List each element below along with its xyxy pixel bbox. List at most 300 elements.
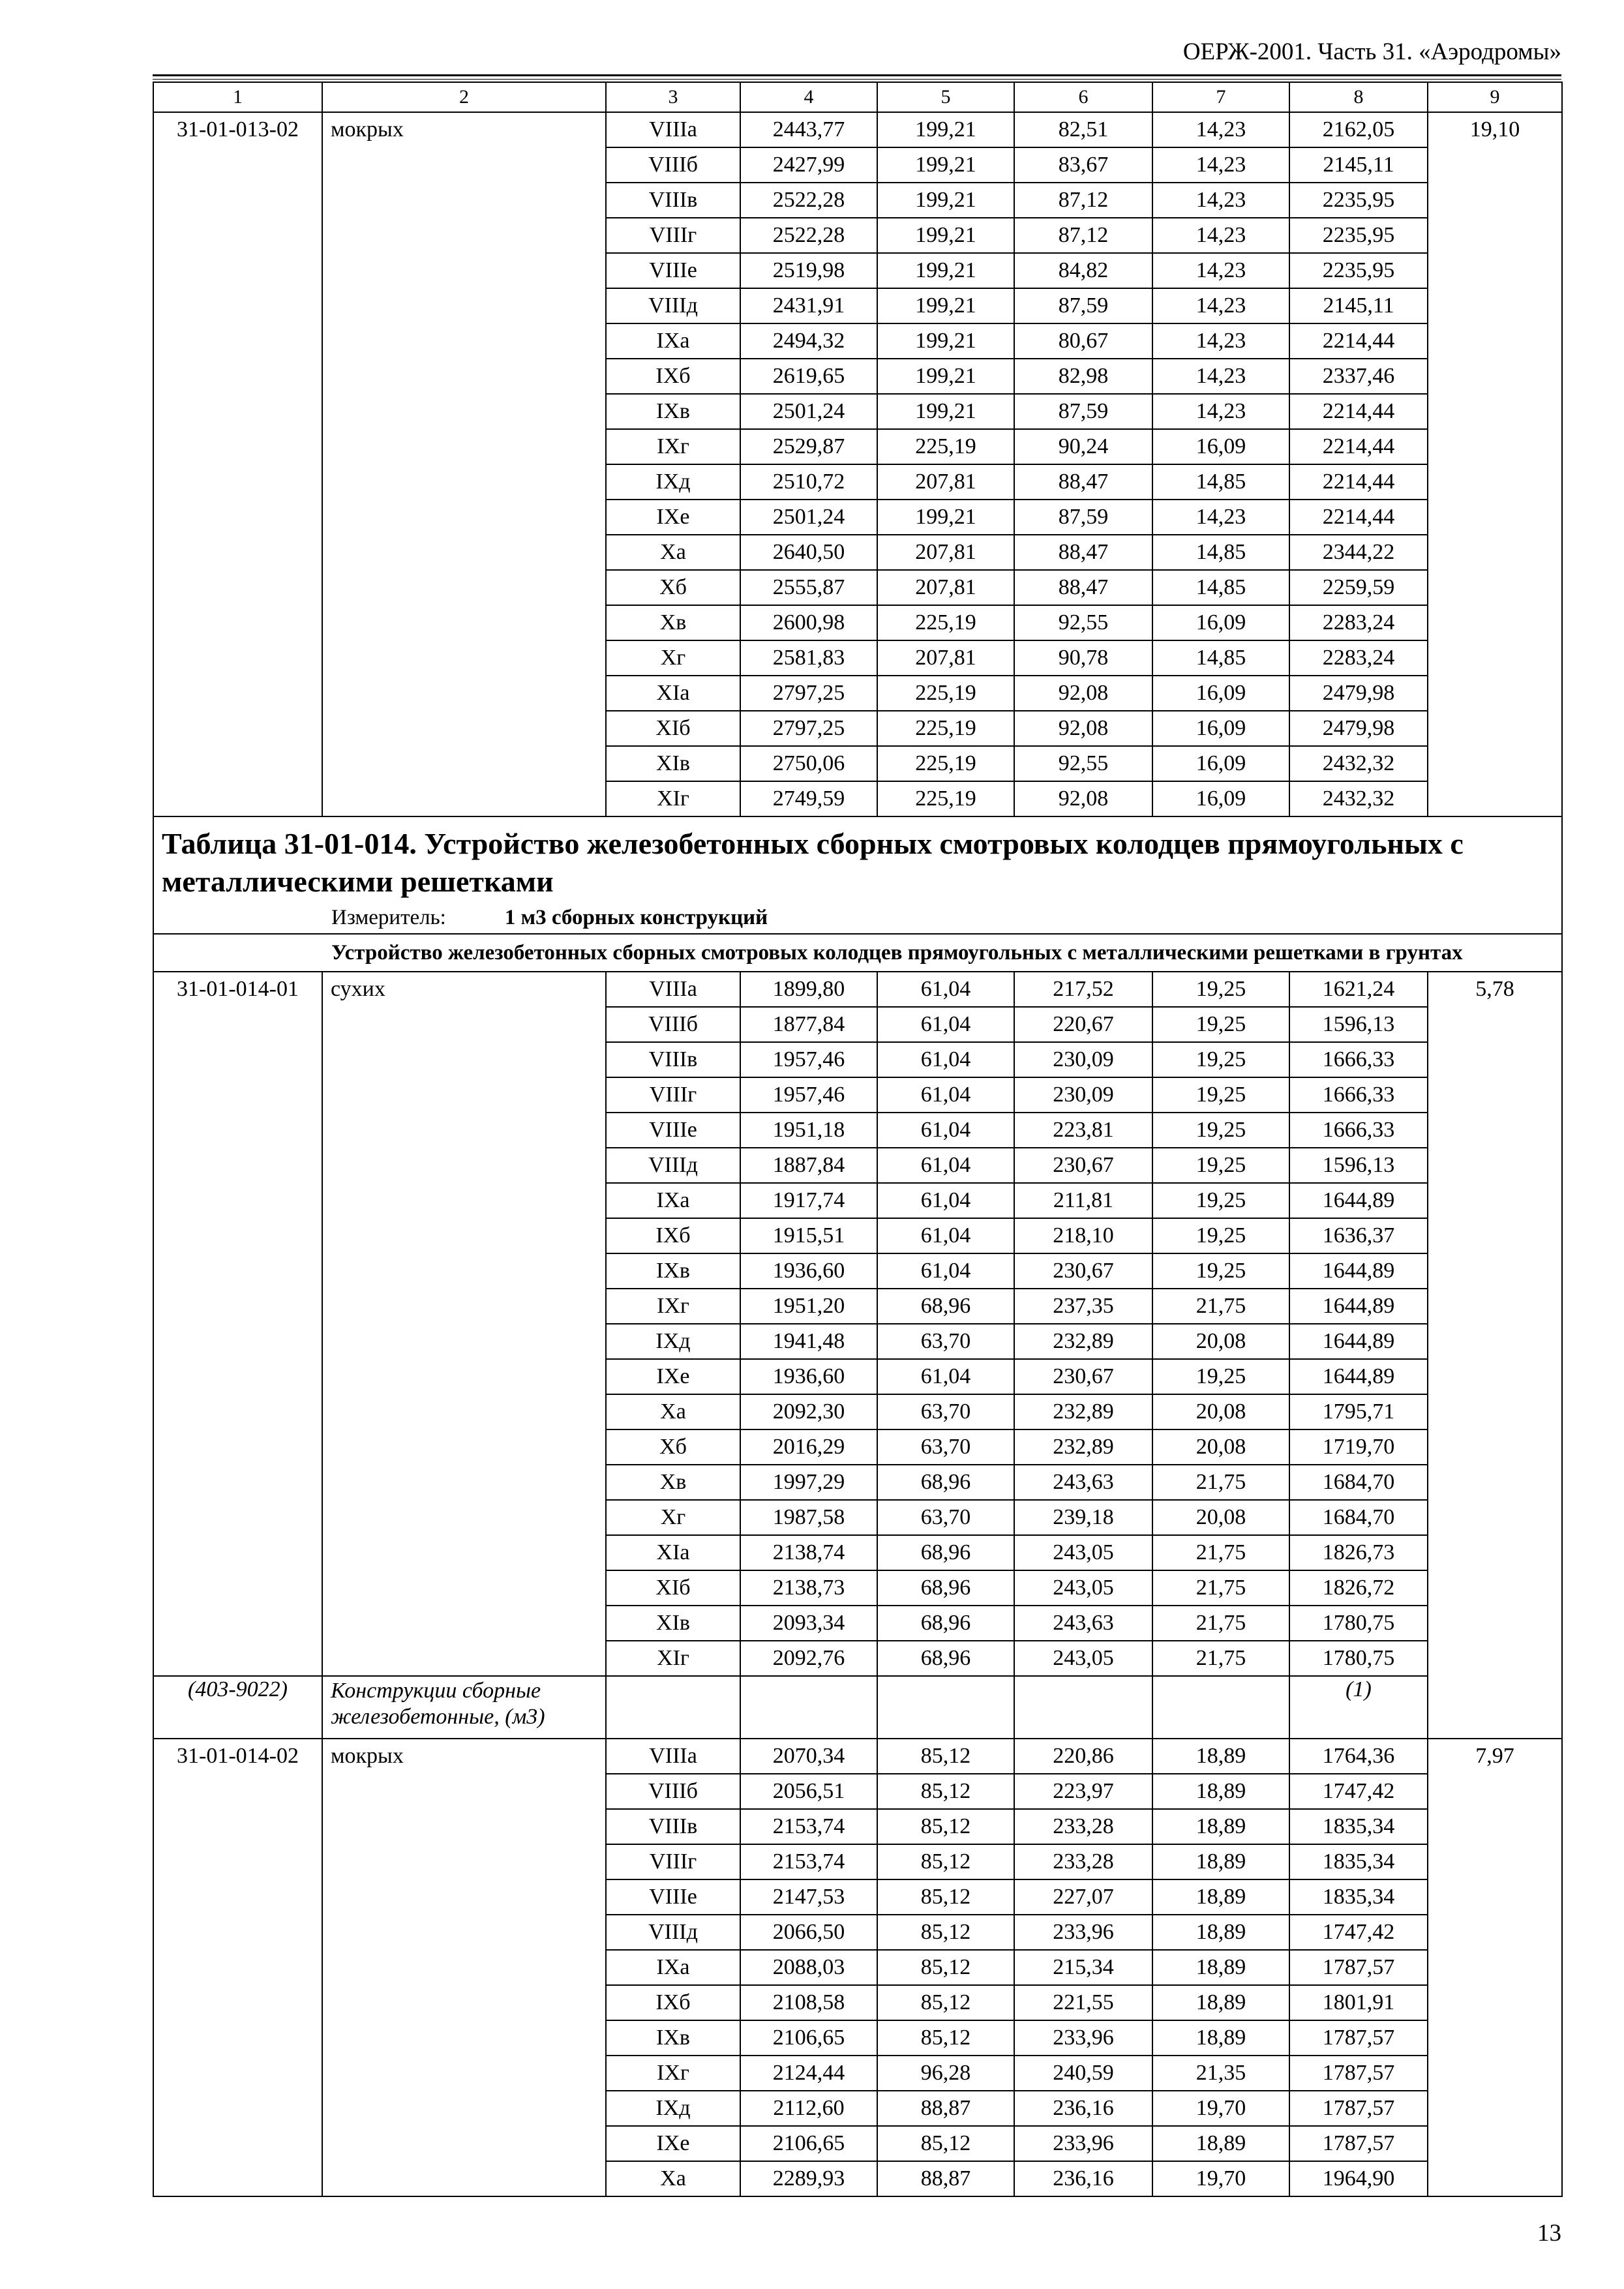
- value-cell: 240,59: [1014, 2056, 1152, 2091]
- value-cell: 14,23: [1152, 500, 1289, 535]
- table-row: [153, 972, 1562, 1007]
- zone-cell: IXб: [606, 1218, 740, 1253]
- value-cell: 63,70: [877, 1394, 1014, 1429]
- value-cell: 14,23: [1152, 323, 1289, 359]
- value-cell: 233,96: [1014, 1915, 1152, 1950]
- value-cell: 207,81: [877, 535, 1014, 570]
- zone-cell: IXа: [606, 1950, 740, 1985]
- value-cell: 2283,24: [1289, 605, 1428, 640]
- value-cell: 87,59: [1014, 394, 1152, 429]
- value-cell: 87,12: [1014, 183, 1152, 218]
- value-cell: 1795,71: [1289, 1394, 1428, 1429]
- value-cell: 1666,33: [1289, 1077, 1428, 1113]
- value-cell: 207,81: [877, 570, 1014, 605]
- value-cell: 85,12: [877, 2020, 1014, 2056]
- value-cell: 2235,95: [1289, 218, 1428, 253]
- value-cell: 14,85: [1152, 570, 1289, 605]
- value-cell: 92,55: [1014, 746, 1152, 781]
- value-cell: 1835,34: [1289, 1809, 1428, 1844]
- value-cell: 88,47: [1014, 570, 1152, 605]
- footnote-code: (403-9022): [153, 1676, 322, 1739]
- value-cell: 18,89: [1152, 1879, 1289, 1915]
- value-cell: 2479,98: [1289, 676, 1428, 711]
- value-cell: 1719,70: [1289, 1429, 1428, 1465]
- value-cell: 68,96: [877, 1289, 1014, 1324]
- value-cell: 2581,83: [740, 640, 877, 676]
- value-cell: 1644,89: [1289, 1324, 1428, 1359]
- value-cell: 82,98: [1014, 359, 1152, 394]
- value-cell: 2555,87: [740, 570, 877, 605]
- value-cell: 1596,13: [1289, 1007, 1428, 1042]
- position-name: мокрых: [322, 1739, 606, 2196]
- value-cell: 220,86: [1014, 1739, 1152, 1774]
- value-cell: 19,70: [1152, 2161, 1289, 2196]
- zone-cell: VIIIб: [606, 1007, 740, 1042]
- value-cell: 61,04: [877, 1148, 1014, 1183]
- subtitle: Устройство железобетонных сборных смотровых колодцев прямоугольных с металлическими решетками в грунтах: [153, 934, 1562, 972]
- value-cell: 16,09: [1152, 676, 1289, 711]
- value-cell: 225,19: [877, 676, 1014, 711]
- value-cell: 85,12: [877, 1844, 1014, 1879]
- value-cell: 68,96: [877, 1606, 1014, 1641]
- zone-cell: Xг: [606, 1500, 740, 1535]
- value-cell: 19,25: [1152, 1113, 1289, 1148]
- value-cell: 1621,24: [1289, 972, 1428, 1007]
- measure-label: Измеритель:: [331, 906, 446, 929]
- value-cell: 2092,76: [740, 1641, 877, 1676]
- header-rule-thin: [153, 79, 1561, 80]
- value-cell: 2510,72: [740, 464, 877, 500]
- value-cell: 199,21: [877, 323, 1014, 359]
- value-cell: 2138,73: [740, 1570, 877, 1606]
- value-cell: 2432,32: [1289, 781, 1428, 816]
- value-cell: 2519,98: [740, 253, 877, 288]
- zone-cell: IXе: [606, 2126, 740, 2161]
- value-cell: 1787,57: [1289, 2091, 1428, 2126]
- value-cell: 63,70: [877, 1500, 1014, 1535]
- zone-cell: IXв: [606, 1253, 740, 1289]
- value-cell: 230,09: [1014, 1077, 1152, 1113]
- value-cell: 1684,70: [1289, 1465, 1428, 1500]
- value-cell: 223,97: [1014, 1774, 1152, 1809]
- value-cell: 211,81: [1014, 1183, 1152, 1218]
- value-cell: 2494,32: [740, 323, 877, 359]
- column-number: 4: [740, 82, 877, 112]
- zone-cell: VIIIе: [606, 253, 740, 288]
- value-cell: 2501,24: [740, 394, 877, 429]
- value-cell: 1987,58: [740, 1500, 877, 1535]
- value-cell: 18,89: [1152, 1985, 1289, 2020]
- value-cell: 19,25: [1152, 1183, 1289, 1218]
- value-cell: 14,23: [1152, 288, 1289, 323]
- value-cell: 21,75: [1152, 1570, 1289, 1606]
- value-cell: 207,81: [877, 464, 1014, 500]
- zone-cell: VIIIг: [606, 218, 740, 253]
- zone-cell: VIIIб: [606, 1774, 740, 1809]
- value-cell: 1915,51: [740, 1218, 877, 1253]
- value-cell: 199,21: [877, 112, 1014, 147]
- zone-cell: Xа: [606, 1394, 740, 1429]
- value-cell: 85,12: [877, 2126, 1014, 2161]
- value-cell: 63,70: [877, 1324, 1014, 1359]
- value-cell: 20,08: [1152, 1500, 1289, 1535]
- value-cell: 2427,99: [740, 147, 877, 183]
- value-cell: 1997,29: [740, 1465, 877, 1500]
- value-cell: 1936,60: [740, 1253, 877, 1289]
- value-cell: 20,08: [1152, 1429, 1289, 1465]
- position-code: 31-01-013-02: [153, 112, 322, 816]
- measure-value: 1 м3 сборных конструкций: [504, 906, 768, 929]
- value-cell: 18,89: [1152, 2020, 1289, 2056]
- value-cell: 239,18: [1014, 1500, 1152, 1535]
- value-cell: 225,19: [877, 711, 1014, 746]
- zone-cell: XIа: [606, 676, 740, 711]
- position-name: сухих: [322, 972, 606, 1676]
- value-cell: 96,28: [877, 2056, 1014, 2091]
- value-cell: 230,67: [1014, 1253, 1152, 1289]
- value-cell: 1835,34: [1289, 1879, 1428, 1915]
- table-title: Таблица 31-01-014. Устройство железобетонных сборных смотровых колодцев прямоугольных с металлическими решетками: [162, 827, 1464, 898]
- value-cell: 2145,11: [1289, 147, 1428, 183]
- value-cell: 2066,50: [740, 1915, 877, 1950]
- value-cell: 2214,44: [1289, 500, 1428, 535]
- zone-cell: Xг: [606, 640, 740, 676]
- value-cell: 61,04: [877, 1077, 1014, 1113]
- value-cell: 243,05: [1014, 1641, 1152, 1676]
- value-cell: 233,28: [1014, 1809, 1152, 1844]
- value-cell: 61,04: [877, 1359, 1014, 1394]
- value-cell: 2529,87: [740, 429, 877, 464]
- value-cell: 21,75: [1152, 1465, 1289, 1500]
- value-cell: 225,19: [877, 605, 1014, 640]
- value-cell: 223,81: [1014, 1113, 1152, 1148]
- value-cell: 2432,32: [1289, 746, 1428, 781]
- value-cell: 21,75: [1152, 1606, 1289, 1641]
- table-title-row: [153, 816, 1562, 934]
- value-cell: 68,96: [877, 1535, 1014, 1570]
- value-cell: 18,89: [1152, 1844, 1289, 1879]
- value-cell: 14,23: [1152, 147, 1289, 183]
- value-cell: 14,85: [1152, 464, 1289, 500]
- value-cell: 14,23: [1152, 218, 1289, 253]
- zone-cell: VIIIв: [606, 183, 740, 218]
- value-cell: 1964,90: [1289, 2161, 1428, 2196]
- value-cell: 2124,44: [740, 2056, 877, 2091]
- position-code: 31-01-014-01: [153, 972, 322, 1676]
- value-cell: 21,35: [1152, 2056, 1289, 2091]
- value-cell: 2112,60: [740, 2091, 877, 2126]
- value-cell: 14,23: [1152, 253, 1289, 288]
- value-cell: 16,09: [1152, 711, 1289, 746]
- value-cell: 1787,57: [1289, 2126, 1428, 2161]
- zone-cell: VIIIг: [606, 1077, 740, 1113]
- value-cell: 2070,34: [740, 1739, 877, 1774]
- value-cell: 1684,70: [1289, 1500, 1428, 1535]
- value-cell: 227,07: [1014, 1879, 1152, 1915]
- value-cell: 16,09: [1152, 781, 1289, 816]
- position-name: мокрых: [322, 112, 606, 816]
- value-cell: 1747,42: [1289, 1774, 1428, 1809]
- zone-cell: VIIIе: [606, 1879, 740, 1915]
- value-cell: 61,04: [877, 1042, 1014, 1077]
- value-cell: 19,25: [1152, 1077, 1289, 1113]
- estimate-table: [153, 82, 1563, 2197]
- value-cell: 19,25: [1152, 972, 1289, 1007]
- value-cell: 61,04: [877, 1183, 1014, 1218]
- value-cell: 16,09: [1152, 429, 1289, 464]
- value-cell: 2522,28: [740, 183, 877, 218]
- value-cell: 85,12: [877, 1774, 1014, 1809]
- value-cell: 2138,74: [740, 1535, 877, 1570]
- value-cell: 14,23: [1152, 183, 1289, 218]
- value-cell: 68,96: [877, 1641, 1014, 1676]
- value-cell: 2337,46: [1289, 359, 1428, 394]
- zone-cell: VIIIв: [606, 1809, 740, 1844]
- value-cell: 61,04: [877, 972, 1014, 1007]
- value-cell: 1787,57: [1289, 2056, 1428, 2091]
- value-cell: 230,67: [1014, 1148, 1152, 1183]
- value-cell: 83,67: [1014, 147, 1152, 183]
- zone-cell: Xв: [606, 605, 740, 640]
- value-cell: 18,89: [1152, 1809, 1289, 1844]
- zone-cell: XIг: [606, 1641, 740, 1676]
- col9-value: 19,10: [1428, 112, 1562, 816]
- value-cell: 16,09: [1152, 605, 1289, 640]
- value-cell: 199,21: [877, 359, 1014, 394]
- value-cell: 1835,34: [1289, 1844, 1428, 1879]
- subtitle-row: [153, 934, 1562, 972]
- value-cell: 199,21: [877, 394, 1014, 429]
- column-number: 9: [1428, 82, 1562, 112]
- value-cell: 2797,25: [740, 676, 877, 711]
- value-cell: 199,21: [877, 183, 1014, 218]
- zone-cell: Xа: [606, 535, 740, 570]
- value-cell: 1941,48: [740, 1324, 877, 1359]
- value-cell: 1951,20: [740, 1289, 877, 1324]
- empty-cell: [740, 1676, 877, 1739]
- value-cell: 1666,33: [1289, 1113, 1428, 1148]
- column-number: 7: [1152, 82, 1289, 112]
- zone-cell: VIIIд: [606, 288, 740, 323]
- zone-cell: XIг: [606, 781, 740, 816]
- value-cell: 85,12: [877, 1950, 1014, 1985]
- footnote-row: [153, 1676, 1562, 1739]
- value-cell: 1951,18: [740, 1113, 877, 1148]
- value-cell: 21,75: [1152, 1535, 1289, 1570]
- value-cell: 2145,11: [1289, 288, 1428, 323]
- value-cell: 2479,98: [1289, 711, 1428, 746]
- value-cell: 232,89: [1014, 1394, 1152, 1429]
- value-cell: 2259,59: [1289, 570, 1428, 605]
- col9-value: 5,78: [1428, 972, 1562, 1739]
- value-cell: 2289,93: [740, 2161, 877, 2196]
- value-cell: 19,25: [1152, 1007, 1289, 1042]
- zone-cell: IXа: [606, 323, 740, 359]
- value-cell: 1826,72: [1289, 1570, 1428, 1606]
- zone-cell: IXд: [606, 2091, 740, 2126]
- value-cell: 199,21: [877, 500, 1014, 535]
- value-cell: 18,89: [1152, 1739, 1289, 1774]
- value-cell: 230,67: [1014, 1359, 1152, 1394]
- value-cell: 225,19: [877, 429, 1014, 464]
- value-cell: 207,81: [877, 640, 1014, 676]
- column-number: 6: [1014, 82, 1152, 112]
- value-cell: 92,08: [1014, 711, 1152, 746]
- value-cell: 16,09: [1152, 746, 1289, 781]
- value-cell: 19,25: [1152, 1218, 1289, 1253]
- value-cell: 2214,44: [1289, 394, 1428, 429]
- position-code: 31-01-014-02: [153, 1739, 322, 2196]
- value-cell: 20,08: [1152, 1394, 1289, 1429]
- column-number: 8: [1289, 82, 1428, 112]
- value-cell: 2640,50: [740, 535, 877, 570]
- value-cell: 2153,74: [740, 1809, 877, 1844]
- value-cell: 88,47: [1014, 464, 1152, 500]
- column-number-row: [153, 82, 1562, 112]
- zone-cell: VIIIг: [606, 1844, 740, 1879]
- zone-cell: VIIIд: [606, 1915, 740, 1950]
- footnote-name-cell: [322, 1676, 606, 1739]
- value-cell: 233,96: [1014, 2020, 1152, 2056]
- value-cell: 2093,34: [740, 1606, 877, 1641]
- zone-cell: IXд: [606, 464, 740, 500]
- value-cell: 2056,51: [740, 1774, 877, 1809]
- value-cell: 85,12: [877, 1879, 1014, 1915]
- zone-cell: Xб: [606, 1429, 740, 1465]
- value-cell: 199,21: [877, 147, 1014, 183]
- value-cell: 85,12: [877, 1809, 1014, 1844]
- value-cell: 243,05: [1014, 1535, 1152, 1570]
- value-cell: 90,78: [1014, 640, 1152, 676]
- value-cell: 19,25: [1152, 1359, 1289, 1394]
- empty-cell: [1014, 1676, 1152, 1739]
- value-cell: 92,55: [1014, 605, 1152, 640]
- column-number: 1: [153, 82, 322, 112]
- value-cell: 2235,95: [1289, 253, 1428, 288]
- value-cell: 233,96: [1014, 2126, 1152, 2161]
- zone-cell: IXг: [606, 1289, 740, 1324]
- value-cell: 2162,05: [1289, 112, 1428, 147]
- value-cell: 1957,46: [740, 1077, 877, 1113]
- page-header: ОЕРЖ-2001. Часть 31. «Аэродромы»: [1182, 38, 1561, 65]
- value-cell: 61,04: [877, 1218, 1014, 1253]
- footnote-name: Конструкции сборные железобетонные, (м3): [331, 1679, 545, 1729]
- value-cell: 218,10: [1014, 1218, 1152, 1253]
- value-cell: 2344,22: [1289, 535, 1428, 570]
- value-cell: 85,12: [877, 1739, 1014, 1774]
- value-cell: 2214,44: [1289, 429, 1428, 464]
- value-cell: 236,16: [1014, 2091, 1152, 2126]
- zone-cell: Xа: [606, 2161, 740, 2196]
- zone-cell: VIIIв: [606, 1042, 740, 1077]
- zone-cell: XIа: [606, 1535, 740, 1570]
- value-cell: 14,85: [1152, 640, 1289, 676]
- value-cell: 92,08: [1014, 781, 1152, 816]
- value-cell: 18,89: [1152, 1950, 1289, 1985]
- value-cell: 2283,24: [1289, 640, 1428, 676]
- column-number: 5: [877, 82, 1014, 112]
- col9-value: 7,97: [1428, 1739, 1562, 2196]
- zone-cell: Xв: [606, 1465, 740, 1500]
- value-cell: 1644,89: [1289, 1253, 1428, 1289]
- value-cell: 88,87: [877, 2161, 1014, 2196]
- value-cell: 215,34: [1014, 1950, 1152, 1985]
- value-cell: 230,09: [1014, 1042, 1152, 1077]
- zone-cell: IXе: [606, 1359, 740, 1394]
- value-cell: 1877,84: [740, 1007, 877, 1042]
- page-number: 13: [1537, 2220, 1561, 2247]
- zone-cell: IXд: [606, 1324, 740, 1359]
- value-cell: 85,12: [877, 1985, 1014, 2020]
- value-cell: 1801,91: [1289, 1985, 1428, 2020]
- value-cell: 87,59: [1014, 288, 1152, 323]
- value-cell: 1764,36: [1289, 1739, 1428, 1774]
- value-cell: 2797,25: [740, 711, 877, 746]
- zone-cell: VIIIе: [606, 1113, 740, 1148]
- value-cell: 220,67: [1014, 1007, 1152, 1042]
- zone-cell: IXе: [606, 500, 740, 535]
- value-cell: 2522,28: [740, 218, 877, 253]
- value-cell: 217,52: [1014, 972, 1152, 1007]
- value-cell: 87,12: [1014, 218, 1152, 253]
- value-cell: 61,04: [877, 1253, 1014, 1289]
- value-cell: 14,23: [1152, 112, 1289, 147]
- value-cell: 199,21: [877, 253, 1014, 288]
- value-cell: 1644,89: [1289, 1183, 1428, 1218]
- value-cell: 1787,57: [1289, 1950, 1428, 1985]
- value-cell: 61,04: [877, 1113, 1014, 1148]
- value-cell: 88,47: [1014, 535, 1152, 570]
- value-cell: 1747,42: [1289, 1915, 1428, 1950]
- zone-cell: XIв: [606, 746, 740, 781]
- value-cell: 2147,53: [740, 1879, 877, 1915]
- zone-cell: IXб: [606, 359, 740, 394]
- value-cell: 68,96: [877, 1570, 1014, 1606]
- value-cell: 232,89: [1014, 1324, 1152, 1359]
- value-cell: 2088,03: [740, 1950, 877, 1985]
- value-cell: 80,67: [1014, 323, 1152, 359]
- empty-cell: [877, 1676, 1014, 1739]
- value-cell: 2108,58: [740, 1985, 877, 2020]
- value-cell: 14,85: [1152, 535, 1289, 570]
- value-cell: 2600,98: [740, 605, 877, 640]
- value-cell: 1780,75: [1289, 1606, 1428, 1641]
- empty-cell: [606, 1676, 740, 1739]
- zone-cell: VIIIд: [606, 1148, 740, 1183]
- value-cell: 225,19: [877, 781, 1014, 816]
- zone-cell: Xб: [606, 570, 740, 605]
- value-cell: 2016,29: [740, 1429, 877, 1465]
- column-number: 2: [322, 82, 606, 112]
- value-cell: 1899,80: [740, 972, 877, 1007]
- value-cell: 199,21: [877, 288, 1014, 323]
- zone-cell: XIб: [606, 711, 740, 746]
- value-cell: 85,12: [877, 1915, 1014, 1950]
- column-number: 3: [606, 82, 740, 112]
- value-cell: 1957,46: [740, 1042, 877, 1077]
- value-cell: 2214,44: [1289, 464, 1428, 500]
- value-cell: 1936,60: [740, 1359, 877, 1394]
- value-cell: 221,55: [1014, 1985, 1152, 2020]
- value-cell: 20,08: [1152, 1324, 1289, 1359]
- zone-cell: XIв: [606, 1606, 740, 1641]
- empty-cell: [1152, 1676, 1289, 1739]
- value-cell: 243,63: [1014, 1606, 1152, 1641]
- value-cell: 232,89: [1014, 1429, 1152, 1465]
- value-cell: 19,25: [1152, 1253, 1289, 1289]
- value-cell: 225,19: [877, 746, 1014, 781]
- value-cell: 88,87: [877, 2091, 1014, 2126]
